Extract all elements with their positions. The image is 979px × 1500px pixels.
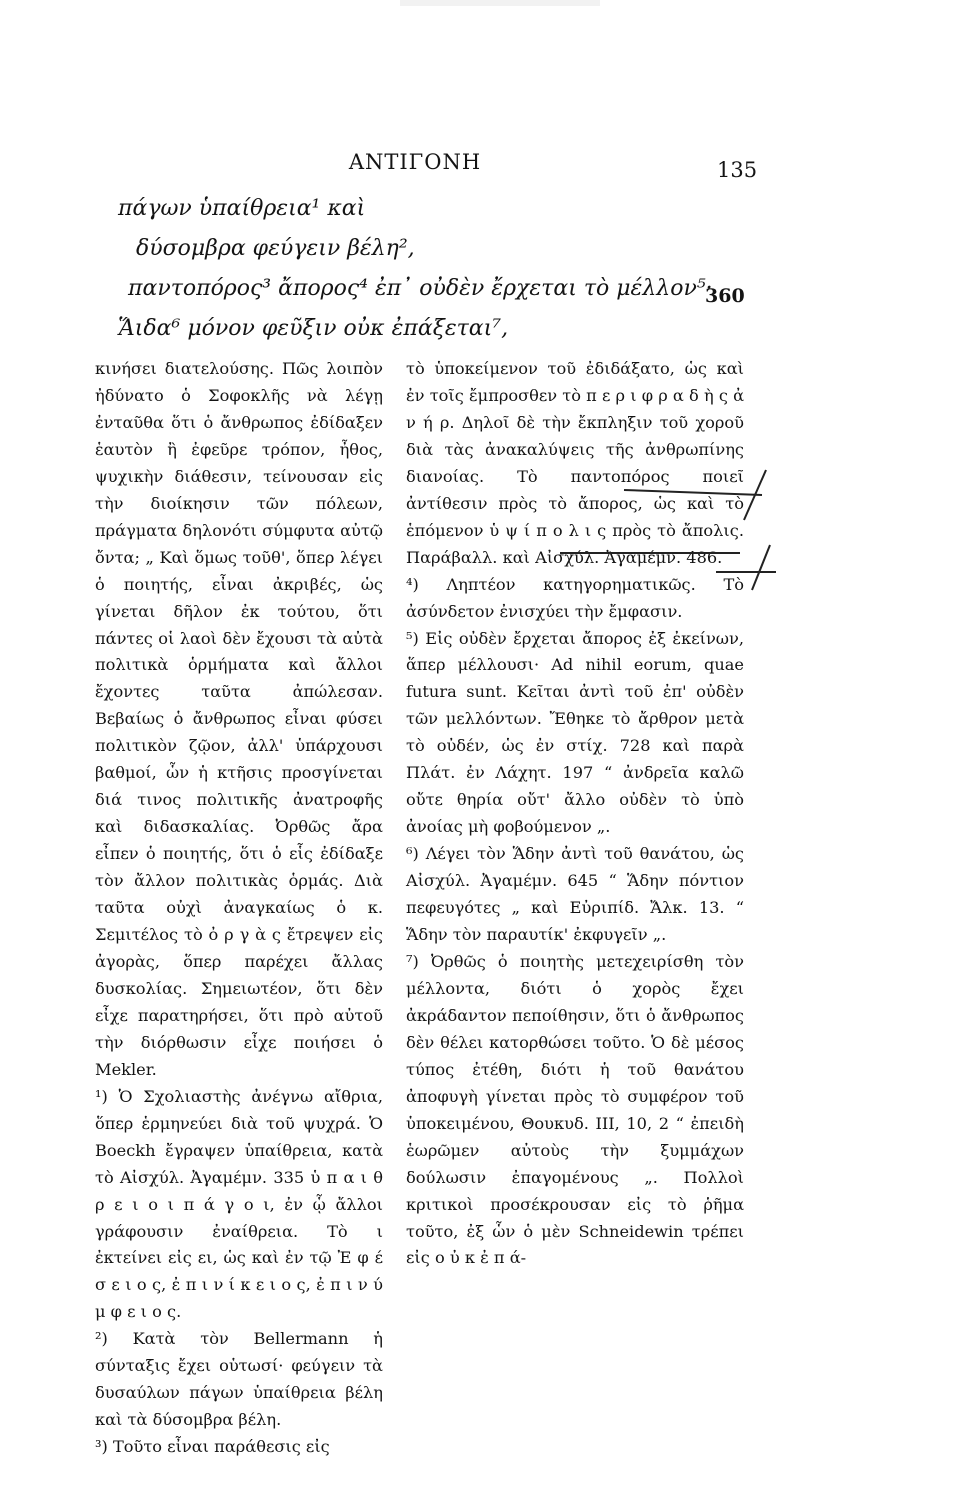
footnote: ²) Κατὰ τὸν Bellermann ἡ σύνταξις ἔχει οὑτωσί· φεύγειν τὰ δυσαύλων πάγων ὑπαίθρεια βέλη καὶ τὰ δύσομβρα βέλη. [95,1329,383,1430]
footnote: ³) Τοῦτο εἶναι παράθεσις εἰς [95,1437,330,1457]
verse-line-number: 360 [705,285,745,307]
verse-line: δύσομβρα φεύγειν βέλη², [136,236,415,261]
page-number: 135 [717,158,758,182]
commentary-paragraph: κινήσει διατελούσης. Πῶς λοιπὸν ἠδύνατο ὁ Σοφοκλῆς νὰ λέγῃ ἐνταῦθα ὅτι ὁ ἄνθρωπος ἐδίδαξεν ἑαυτὸν ἢ ἐφεῦρε τρόπον, ἦθος, ψυχικὴν διάθεσιν, τείνουσαν εἰς τὴν διοίκησιν τῶν πόλεων, πράγματα δηλονότι σύμφυτα αὐτῷ ὄντα; „ Καὶ ὅμως τοῦθ', ὅπερ λέγει ὁ ποιητής, εἶναι ἀκριβές, ὡς γίνεται δῆλον ἐκ τούτου, ὅτι πάντες οἱ λαοὶ δὲν ἔχουσι τὰ αὐτὰ πολιτικὰ ὁρμήματα καὶ ἄλλοι ἔχοντες ταῦτα ἀπώλεσαν. Βεβαίως ὁ ἄνθρωπος εἶναι φύσει πολιτικὸν ζῷον, ἀλλ' ὑπάρχουσι βαθμοί, ὧν ἡ κτῆσις προσγίνεται διά τινος πολιτικῆς ἀνατροφῆς καὶ διδασκαλίας. Ὀρθῶς ἄρα εἶπεν ὁ ποιητής, ὅτι ὁ εἷς ἐδίδαξε τὸν ἄλλον πολιτικὰς ὁρμάς. Διὰ ταῦτα οὐχὶ ἀναγκαίως ὁ κ. Σεμιτέλος τὸ ὀ ρ γ ὰ ς ἔτρεψεν εἰς ἀγορὰς, ὅπερ παρέχει ἄλλας δυσκολίας. Σημειωτέον, ὅτι δὲν εἶχε παρατηρήσει, ὅτι πρὸ αὐτοῦ τὴν διόρθωσιν εἶχε ποιήσει ὁ Mekler. [95,359,383,1079]
commentary-paragraph: τὸ ὑποκείμενον τοῦ ἐδιδάξατο, ὡς καὶ ἐν τοῖς ἔμπροσθεν τὸ π ε ρ ι φ ρ α δ ὴ ς ἀ ν ή ρ. Δηλοῖ δὲ τὴν ἔκπληξιν τοῦ χοροῦ διὰ τὰς ἀνακαλύψεις τῆς ἀνθρωπίνης διανοίας. Τὸ παντοπόρος ποιεῖ ἀντίθεσιν πρὸς τὸ ἄπορος, ὡς καὶ τὸ ἑπόμενον ὑ ψ ί π ο λ ι ς πρὸς τὸ ἄπολις. Παράβαλλ. καὶ Αἰσχύλ. Ἀγαμέμν. 486. [406,359,744,567]
margin-slash-mark [752,545,770,590]
footnote: ⁴) Ληπτέον κατηγορηματικῶς. Τὸ ἀσύνδετον ἐνισχύει τὴν ἔμφασιν. [406,574,744,621]
footnote: ⁷) Ὀρθῶς ὁ ποιητὴς μετεχειρίσθη τὸν μέλλοντα, διότι ὁ χορὸς ἔχει ἀκράδαντον πεποίθησιν, ὅτι ὁ ἄνθρωπος δὲν θέλει κατορθώσει τοῦτο. Ὁ δὲ μέσος τύπος ἐτέθη, διότι ἡ τοῦ θανάτου ἀποφυγὴ γίνεται πρὸς τὸ συμφέρον τοῦ ὑποκειμένου, Θουκυδ. III, 10, 2 “ ἐπειδὴ ἑωρῶμεν αὐτοὺς τὴν ξυμμάχων δούλωσιν ἐπαγομένους „. Πολλοὶ κριτικοὶ προσέκρουσαν εἰς τὸ ῥῆμα τοῦτο, ἐξ ὧν ὁ μὲν Schneidewin τρέπει εἰς ο ὐ κ ἐ π ά- [406,951,744,1268]
verse-line: παντοπόρος³ ἄπορος⁴ ἐπ᾽ οὐδὲν ἔρχεται τὸ μέλλον⁵· [128,276,713,301]
verse-line: Ἅιδα⁶ μόνον φεῦξιν οὐκ ἐπάξεται⁷, [118,316,509,341]
footnote: ⁵) Εἰς οὐδὲν ἔρχεται ἄπορος ἐξ ἐκείνων, ἅπερ μέλλουσι· Ad nihil eorum, quae futura sunt. Κεῖται ἀντὶ τοῦ ἐπ' οὐδὲν τῶν μελλόντων. Ἔθηκε τὸ ἄρθρον μετὰ τὸ οὐδέν, ὡς ἐν στίχ. 728 καὶ παρὰ Πλάτ. ἐν Λάχητ. 197 “ ἀνδρεῖα καλῶ οὔτε θηρία οὔτ' ἄλλο οὐδὲν τὸ ὑπὸ ἀνοίας μὴ φοβούμενον „. [406,628,744,837]
running-title: ΑΝΤΙΓΟΝΗ [348,150,482,174]
strike-mark [624,490,762,495]
verse-line: πάγων ὑπαίθρεια¹ καὶ [118,196,366,221]
footnote: ¹) Ὁ Σχολιαστὴς ἀνέγνω αἴθρια, ὅπερ ἑρμηνεύει διὰ τοῦ ψυχρά. Ὁ Boeckh ἔγραψεν ὑπαίθρεια, κατὰ τὸ Αἰσχύλ. Ἀγαμέμν. 335 ὑ π α ι θ ρ ε ι ο ι π ά γ ο ι, ἐν ᾧ ἄλλοι γράφουσιν ἐναίθρεια. Τὸ ι ἐκτείνει εἰς ει, ὡς καὶ ἐν τῷ Ἐ φ έ σ ε ι ο ς, ἐ π ι ν ί κ ε ι ο ς, ἐ π ι ν ύ μ φ ε ι ο ς. [95,1086,383,1322]
footnote: ⁶) Λέγει τὸν Ἅδην ἀντὶ τοῦ θανάτου, ὡς Αἰσχύλ. Ἀγαμέμν. 645 “ Ἅδην πόντιον πεφευγότες „ καὶ Εὐριπίδ. Ἄλκ. 13. “ Ἅδην τὸν παραυτίκ' ἐκφυγεῖν „. [406,844,744,945]
